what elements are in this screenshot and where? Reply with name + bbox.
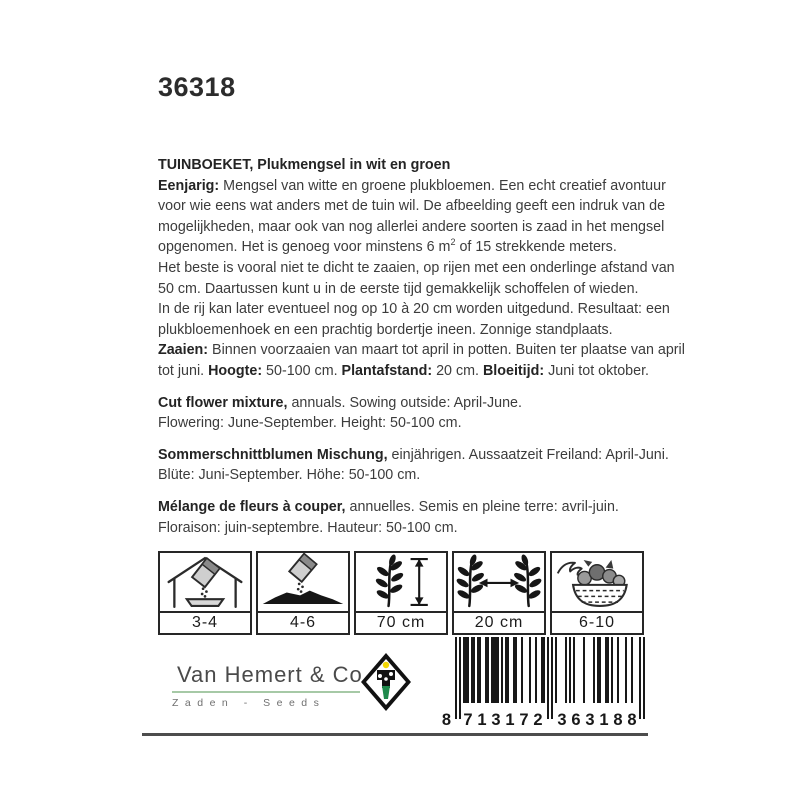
plant-height-icon — [356, 553, 446, 613]
svg-text:2: 2 — [533, 711, 543, 729]
svg-text:6: 6 — [571, 711, 581, 729]
sow-indoors-icon — [160, 553, 250, 613]
brand-tagline: Zaden - Seeds — [172, 697, 326, 709]
description-line: Het beste is vooral niet te dicht te zaaien, op rijen met een onderlinge afstand van — [158, 259, 675, 276]
description-line: opgenomen. Het is genoeg voor minstens 6 $m^2$ of 15 strekkende meters. — [158, 237, 617, 256]
description-paragraph — [158, 176, 685, 382]
description-line: Zaaien: Binnen voorzaaien van maart tot april in potten. Buiten ter plaatse van april — [158, 342, 685, 359]
svg-text:1: 1 — [477, 711, 487, 729]
description-body — [158, 176, 685, 539]
barcode — [441, 637, 647, 729]
description-line: Blüte: Juni-September. Höhe: 50-100 cm. — [158, 467, 421, 484]
description-line: Mélange de fleurs à couper, annuelles. Semis en pleine terre: avril-juin. — [158, 498, 619, 515]
description — [158, 155, 685, 538]
svg-text:8: 8 — [613, 711, 623, 729]
product-number: 36318 — [158, 72, 236, 102]
description-paragraph — [158, 393, 658, 434]
pictogram-strip — [158, 551, 644, 635]
barcode-bars — [455, 637, 645, 719]
svg-text:8: 8 — [627, 711, 637, 729]
flowering-harvest-icon — [552, 553, 642, 613]
svg-text:7: 7 — [519, 711, 529, 729]
pictogram-label: 70 cm — [376, 614, 426, 631]
pictogram-cell — [354, 551, 448, 635]
description-line: 50 cm. Daartussen kunt u in de eerste tijd gemakkelijk schoffelen of wieden. — [158, 280, 639, 297]
svg-text:1: 1 — [505, 711, 515, 729]
svg-text:1: 1 — [599, 711, 609, 729]
svg-text:3: 3 — [585, 711, 595, 729]
description-line: Eenjarig: Mengsel van witte en groene plukbloemen. Een echt creatief avontuur — [158, 177, 666, 194]
description-line: Sommerschnittblumen Mischung, einjährigen. Aussaatzeit Freiland: April-Juni. — [158, 446, 669, 463]
pictogram-label: 20 cm — [474, 614, 524, 631]
pictogram-label: 6-10 — [578, 614, 616, 631]
description-line: Floraison: juin-septembre. Hauteur: 50-100 cm. — [158, 519, 458, 536]
brand-name: Van Hemert & Co — [177, 662, 363, 687]
description-line: tot juni. Hoogte: 50-100 cm. Plantafstand: 20 cm. Bloeitijd: Juni tot oktober. — [158, 362, 650, 379]
description-line: plukbloemenhoek en een prachtig bordertje ineen. Zonnige standplaats. — [158, 321, 613, 338]
barcode-digits — [442, 711, 637, 729]
description-paragraph — [158, 445, 669, 486]
sow-outdoors-icon — [258, 553, 348, 613]
description-line: In de rij kan later eventueel nog op 10 à 20 cm worden uitgedund. Resultaat: een — [158, 301, 670, 318]
description-paragraph — [158, 497, 658, 538]
svg-text:3: 3 — [557, 711, 567, 729]
description-line: Flowering: June-September. Height: 50-100 cm. — [158, 415, 462, 432]
pictogram-cell — [158, 551, 252, 635]
description-title: TUINBOEKET, Plukmengsel in wit en groen — [158, 157, 451, 173]
brand-rule — [172, 691, 360, 693]
description-line: Cut flower mixture, annuals. Sowing outside: April-June. — [158, 394, 522, 411]
brand-logo-diamond-icon — [360, 652, 412, 712]
description-line: mogelijkheden, maar ook van nog allerlei andere soorten is zaad in het mengsel — [158, 218, 665, 235]
svg-text:7: 7 — [463, 711, 473, 729]
pictogram-cell — [550, 551, 644, 635]
brand-block — [172, 662, 363, 709]
pictogram-label: 4-6 — [289, 614, 317, 631]
description-line: voor wie eens wat anders met de tuin wil. De afbeelding geeft een indruk van de — [158, 198, 666, 215]
svg-text:8: 8 — [441, 711, 451, 729]
pictogram-cell — [452, 551, 546, 635]
plant-spacing-icon — [454, 553, 544, 613]
pictogram-label: 3-4 — [191, 614, 219, 631]
bottom-divider — [142, 733, 648, 736]
pictogram-cell — [256, 551, 350, 635]
svg-text:3: 3 — [491, 711, 501, 729]
